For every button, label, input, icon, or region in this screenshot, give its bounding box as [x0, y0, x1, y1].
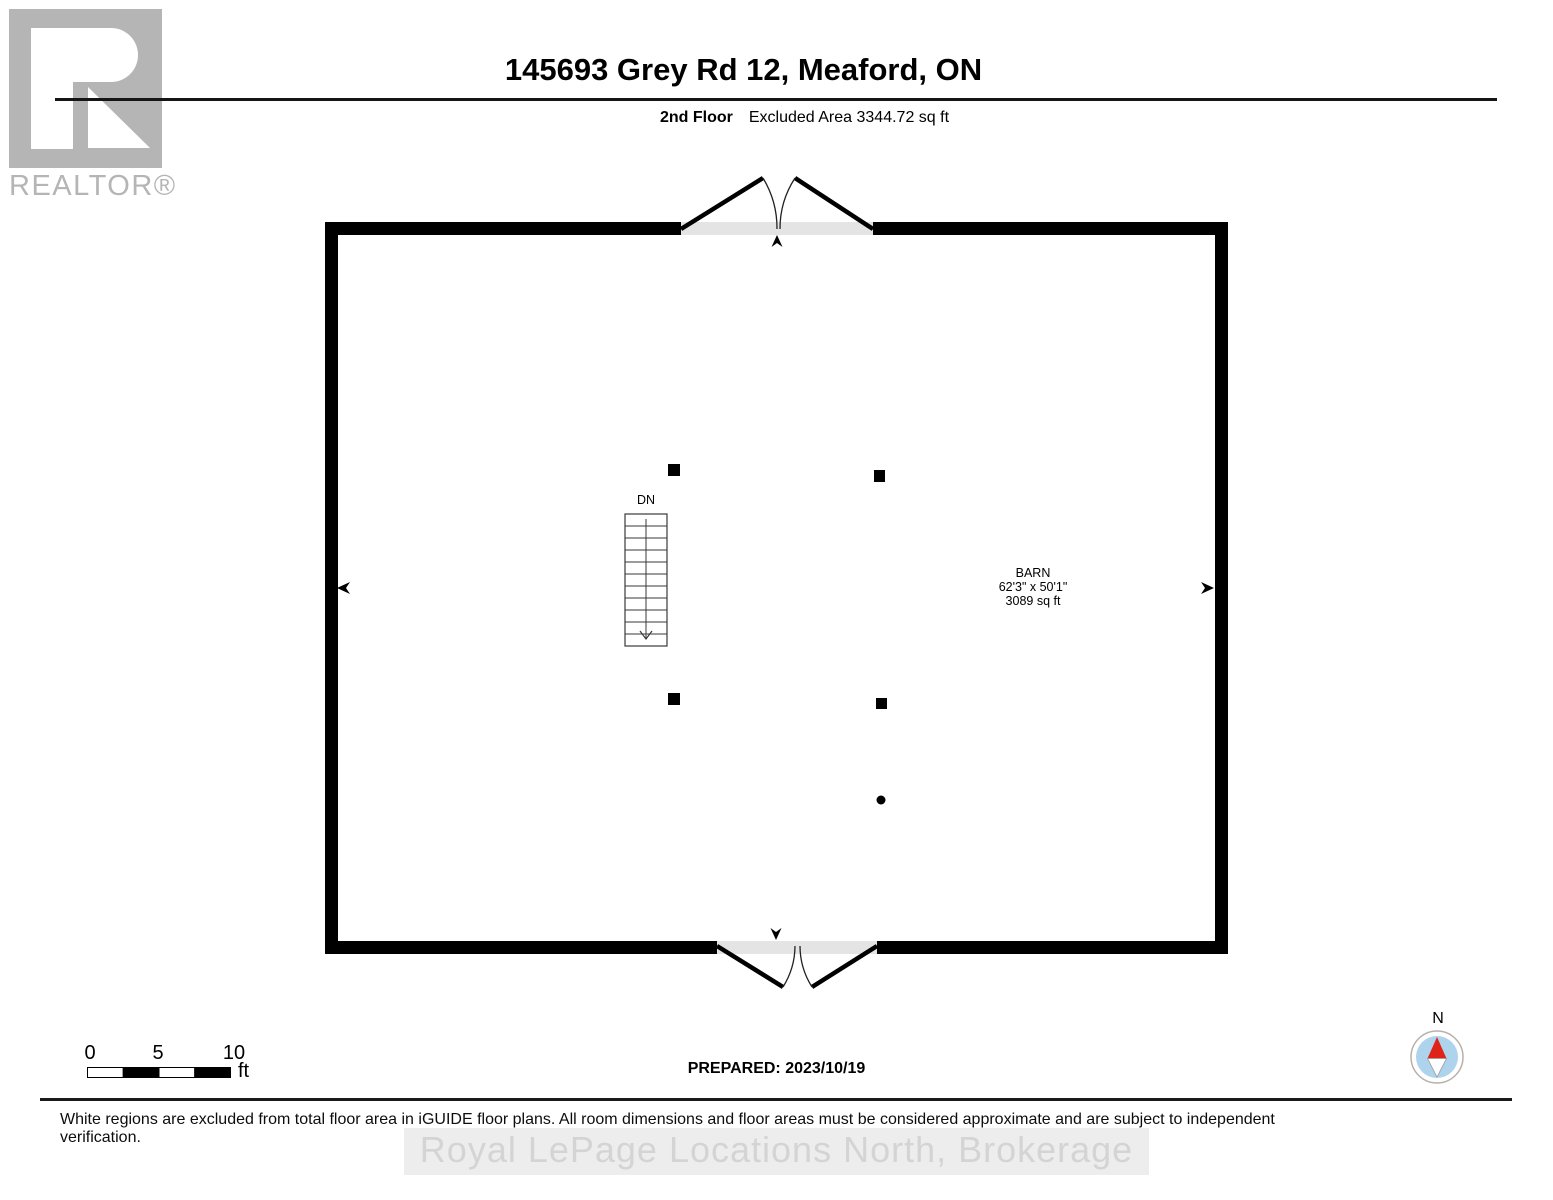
stairs-down-label: DN [636, 493, 656, 507]
prepared-date: PREPARED: 2023/10/19 [687, 1060, 866, 1077]
room-dimensions: 62'3" x 50'1" [998, 580, 1068, 594]
scale-tick-5: 5 [152, 1042, 164, 1064]
subheader [28, 109, 1553, 127]
realtor-logo [9, 9, 162, 168]
realtor-r-icon [9, 9, 162, 168]
excluded-area-label: Excluded Area 3344.72 sq ft [748, 109, 950, 126]
room-name: BARN [1015, 566, 1051, 580]
compass-north-label: N [1432, 1010, 1444, 1027]
scale-tick-0: 0 [84, 1042, 96, 1064]
brokerage-watermark-text: Royal LePage Locations North, Brokerage [404, 1128, 1149, 1175]
logo-r-stem [31, 28, 73, 149]
room-area: 3089 sq ft [1005, 594, 1061, 608]
compass-icon [1409, 1029, 1465, 1085]
bottom-door-opening [717, 941, 877, 954]
page-title: 145693 Grey Rd 12, Meaford, ON [504, 52, 983, 87]
realtor-wordmark: REALTOR® [9, 170, 177, 202]
disclaimer-text: White regions are excluded from total floor area in iGUIDE floor plans. All room dimensions and floor areas must be considered approximate and are subject to independent verification. [60, 1111, 1275, 1146]
room-label [953, 566, 1113, 608]
scale-unit-label: ft [238, 1060, 250, 1082]
scale-tick-10: 10 [222, 1042, 246, 1064]
top-door-opening [681, 222, 873, 235]
floor-label: 2nd Floor [659, 109, 733, 126]
footer-divider [40, 1098, 1512, 1101]
header-divider [55, 98, 1497, 101]
